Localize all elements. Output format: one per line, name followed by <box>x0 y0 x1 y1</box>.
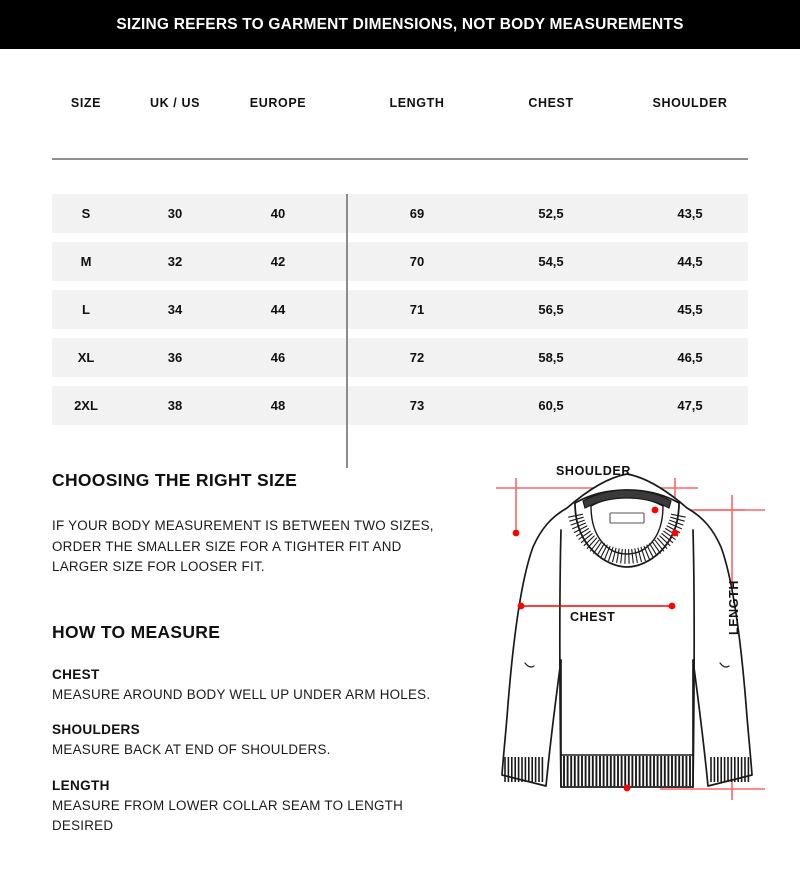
chest-point-right <box>669 603 676 610</box>
measure-instruction <box>52 667 460 706</box>
table-cell-shoulder: 46,5 <box>677 350 703 365</box>
banner-title: SIZING REFERS TO GARMENT DIMENSIONS, NOT BODY MEASUREMENTS <box>116 15 684 33</box>
table-cell-size: S <box>81 206 91 221</box>
measure-instructions-list <box>52 667 460 837</box>
table-cell-uk_us: 34 <box>167 302 183 317</box>
table-cell-length: 73 <box>409 398 425 413</box>
diagram-label-length: LENGTH <box>727 580 741 635</box>
shoulder-point-right <box>672 530 679 537</box>
table-cell-uk_us: 36 <box>167 350 183 365</box>
table-cell-shoulder: 45,5 <box>677 302 703 317</box>
table-cell-chest: 56,5 <box>538 302 564 317</box>
table-row <box>52 290 748 329</box>
table-cell-shoulder: 47,5 <box>677 398 703 413</box>
table-column-divider <box>346 194 348 468</box>
table-row <box>52 242 748 281</box>
table-cell-size: XL <box>77 350 95 365</box>
table-cell-chest: 60,5 <box>538 398 564 413</box>
table-cell-uk_us: 30 <box>167 206 183 221</box>
garment-diagram <box>455 455 800 825</box>
table-cell-size: L <box>82 302 90 317</box>
table-header-rule <box>52 158 748 160</box>
table-cell-length: 72 <box>409 350 425 365</box>
table-cell-chest: 52,5 <box>538 206 564 221</box>
header-banner <box>0 0 800 49</box>
table-cell-uk_us: 32 <box>167 254 183 269</box>
table-cell-europe: 40 <box>270 206 286 221</box>
measure-instruction-title: LENGTH <box>52 777 110 793</box>
diagram-label-shoulder: SHOULDER <box>556 464 631 478</box>
measure-instruction-body: MEASURE BACK AT END OF SHOULDERS. <box>52 742 331 757</box>
table-row <box>52 338 748 377</box>
column-header: CHEST <box>528 96 574 110</box>
measure-instruction-body: MEASURE FROM LOWER COLLAR SEAM TO LENGTH DESIRED <box>52 797 404 833</box>
column-header: LENGTH <box>389 96 445 110</box>
collar-seam-point <box>652 507 659 514</box>
table-cell-length: 69 <box>409 206 425 221</box>
chest-point-left <box>518 603 525 610</box>
measure-instruction-title: CHEST <box>52 666 100 682</box>
diagram-label-chest: CHEST <box>570 610 616 624</box>
choosing-right-size-title: CHOOSING THE RIGHT SIZE <box>52 470 298 490</box>
how-to-measure-title: HOW TO MEASURE <box>52 621 221 642</box>
table-cell-europe: 42 <box>270 254 286 269</box>
table-header-row <box>0 49 800 158</box>
column-header: EUROPE <box>249 96 307 110</box>
hem-point <box>624 785 631 792</box>
table-cell-europe: 44 <box>270 302 286 317</box>
column-header: UK / US <box>149 96 201 110</box>
choosing-right-size-body: IF YOUR BODY MEASUREMENT IS BETWEEN TWO SIZES, ORDER THE SMALLER SIZE FOR A TIGHTER FIT AND LARGER SIZE FOR LOOSER FIT. <box>52 518 434 574</box>
table-cell-chest: 54,5 <box>538 254 564 269</box>
table-row <box>52 194 748 233</box>
size-table <box>0 49 800 413</box>
table-cell-uk_us: 38 <box>167 398 183 413</box>
table-body <box>0 194 800 434</box>
column-header: SIZE <box>70 96 102 110</box>
table-cell-europe: 48 <box>270 398 286 413</box>
measure-instruction <box>52 778 460 837</box>
measure-instruction-title: SHOULDERS <box>52 722 141 737</box>
measure-instruction <box>52 722 460 761</box>
table-cell-shoulder: 44,5 <box>677 254 703 269</box>
table-cell-chest: 58,5 <box>538 350 564 365</box>
table-row <box>52 386 748 425</box>
measure-instruction-body: MEASURE AROUND BODY WELL UP UNDER ARM HOLES. <box>52 686 431 702</box>
table-cell-size: 2XL <box>74 398 98 413</box>
table-cell-europe: 46 <box>270 350 286 365</box>
size-guidance-section <box>52 470 460 837</box>
table-cell-length: 71 <box>409 302 425 317</box>
table-cell-size: M <box>80 254 92 269</box>
column-header: SHOULDER <box>652 96 728 110</box>
table-cell-shoulder: 43,5 <box>677 206 703 221</box>
shoulder-point-left <box>513 530 520 537</box>
table-cell-length: 70 <box>409 254 425 269</box>
neck-label-tag <box>610 513 644 523</box>
